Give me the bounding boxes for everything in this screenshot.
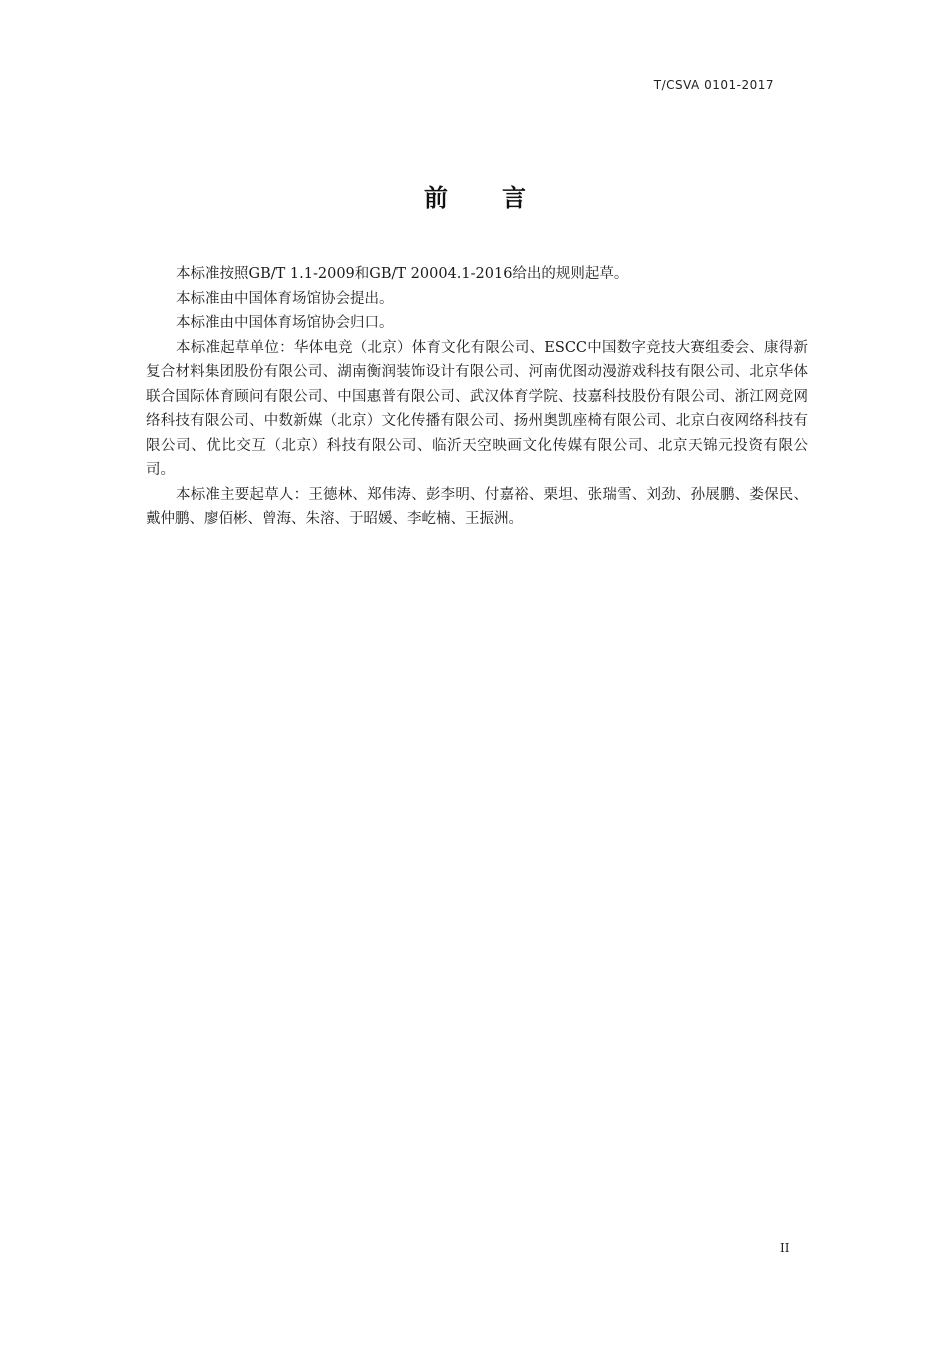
page-title xyxy=(0,178,950,213)
page-number: II xyxy=(780,1241,790,1255)
foreword-body xyxy=(146,262,808,532)
paragraph-centralized-by: 本标准由中国体育场馆协会归口。 xyxy=(176,315,394,331)
title-char-1: 前 xyxy=(424,184,448,212)
paragraph-drafting-rules: 本标准按照GB/T 1.1-2009和GB/T 20004.1-2016给出的规则起草。 xyxy=(176,266,629,282)
paragraph-proposer: 本标准由中国体育场馆协会提出。 xyxy=(176,290,394,307)
paragraph-drafting-units: 本标准起草单位：华体电竞（北京）体育文化有限公司、ESCC中国数字竞技大赛组委会、康得新复合材料集团股份有限公司、湖南衡润装饰设计有限公司、河南优图动漫游戏科技有限公司、北京华体联合国际体育顾问有限公司、中国惠普有限公司、武汉体育学院、技嘉科技股份有限公司、浙江网竞网络科技有限公司、中数新媒（北京）文化传播有限公司、扬州奥凯座椅有限公司、北京白夜网络科技有限公司、优比交互（北京）科技有限公司、临沂天空映画文化传媒有限公司、北京天锦元投资有限公司。 xyxy=(146,339,808,478)
document-code: T/CSVA 0101-2017 xyxy=(653,78,774,92)
title-char-2: 言 xyxy=(502,184,526,212)
paragraph-main-drafters: 本标准主要起草人：王德林、郑伟涛、彭李明、付嘉裕、栗坦、张瑞雪、刘劲、孙展鹏、娄保民、戴仲鹏、廖佰彬、曾海、朱溶、于昭媛、李屹楠、王振洲。 xyxy=(146,486,808,527)
